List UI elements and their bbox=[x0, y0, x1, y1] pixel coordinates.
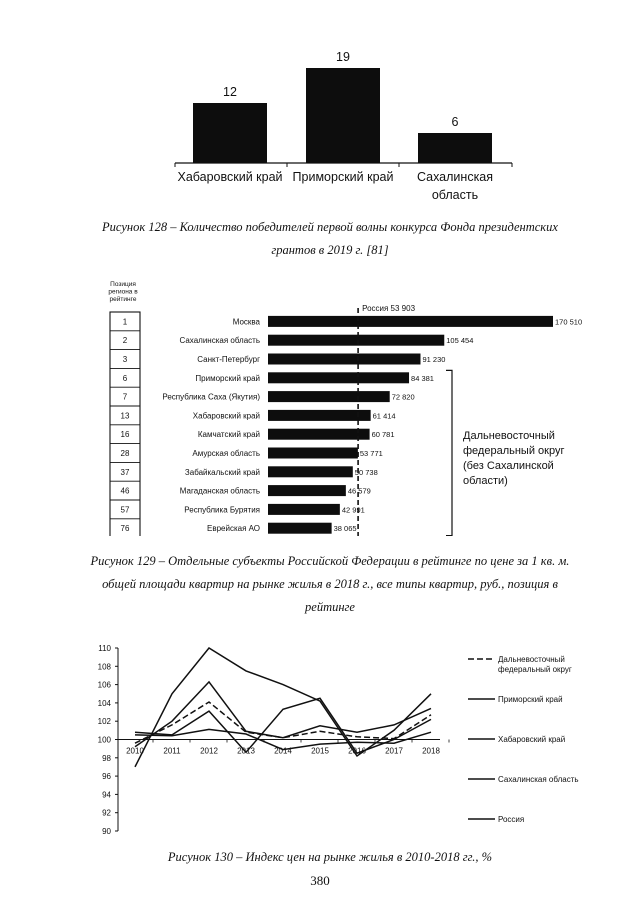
region-label: Магаданская область bbox=[179, 486, 260, 496]
bar-value-label: 46 579 bbox=[347, 486, 371, 496]
bar bbox=[268, 448, 358, 459]
region-label: Приморский край bbox=[195, 373, 260, 383]
y-tick-label: 104 bbox=[97, 698, 111, 708]
bar-value-label: 84 381 bbox=[411, 373, 434, 383]
bar bbox=[268, 335, 444, 346]
y-tick-label: 106 bbox=[97, 680, 111, 690]
legend-label: Россия bbox=[498, 815, 525, 824]
rank-value: 28 bbox=[120, 449, 130, 458]
region-label: Сахалинская область bbox=[179, 336, 260, 346]
legend-label: Сахалинская область bbox=[498, 775, 579, 784]
region-label: Хабаровский край bbox=[192, 411, 260, 421]
rank-header: рейтинге bbox=[109, 296, 137, 303]
x-tick-label: 2015 bbox=[311, 746, 329, 756]
bar-value-label: 12 bbox=[223, 85, 237, 99]
region-label: Камчатский край bbox=[197, 430, 260, 440]
bracket-label: области) bbox=[463, 475, 508, 487]
legend-label: Дальневосточный bbox=[498, 655, 565, 664]
x-tick-label: 2018 bbox=[422, 746, 440, 756]
bar-value-label: 53 771 bbox=[359, 449, 383, 458]
caption-line: Рисунок 128 – Количество победителей первой волны конкурса Фонда президентских bbox=[102, 220, 558, 234]
caption-line: Рисунок 129 – Отдельные субъекты Российской Федерации в рейтинге по цене за 1 кв. м. bbox=[90, 554, 570, 568]
category-label: область bbox=[431, 188, 479, 202]
rank-value: 13 bbox=[120, 411, 130, 421]
y-tick-label: 96 bbox=[102, 772, 111, 782]
bar bbox=[268, 372, 409, 383]
rank-value: 76 bbox=[120, 524, 130, 534]
x-tick-label: 2016 bbox=[348, 746, 366, 756]
region-label: Санкт-Петербург bbox=[197, 355, 260, 364]
region-label: Забайкальский край bbox=[184, 467, 260, 477]
bar-value-label: 50 738 bbox=[354, 467, 378, 477]
chart-price-index bbox=[80, 635, 600, 845]
bar-value-label: 38 065 bbox=[333, 524, 357, 534]
rank-value: 46 bbox=[120, 486, 130, 496]
legend-label: Хабаровский край bbox=[498, 735, 566, 744]
bar-value-label: 6 bbox=[451, 115, 459, 129]
region-label: Республика Бурятия bbox=[184, 505, 260, 515]
bar-value-label: 60 781 bbox=[371, 430, 395, 440]
x-tick-label: 2012 bbox=[200, 746, 218, 756]
region-label: Еврейская АО bbox=[206, 524, 260, 534]
x-tick-label: 2014 bbox=[274, 746, 292, 756]
rank-value: 3 bbox=[122, 355, 128, 364]
x-tick-label: 2011 bbox=[163, 746, 181, 756]
y-tick-label: 102 bbox=[97, 717, 111, 727]
region-label: Москва bbox=[232, 317, 260, 327]
caption-fig130 bbox=[60, 846, 600, 869]
bar bbox=[306, 68, 380, 163]
bar-value-label: 72 820 bbox=[391, 392, 415, 402]
legend-label: Приморский край bbox=[498, 695, 563, 704]
region-label: Республика Саха (Якутия) bbox=[162, 392, 260, 402]
legend-label: федеральный округ bbox=[498, 665, 572, 674]
category-label: Хабаровский край bbox=[177, 170, 283, 184]
bar bbox=[193, 103, 267, 163]
bar bbox=[268, 504, 340, 515]
caption-line: рейтинге bbox=[305, 600, 355, 614]
rank-header: Позиция bbox=[110, 281, 136, 288]
bracket-label: федеральный округ bbox=[463, 445, 565, 457]
y-tick-label: 100 bbox=[97, 735, 111, 745]
y-tick-label: 92 bbox=[102, 808, 111, 818]
rank-value: 7 bbox=[122, 392, 128, 402]
region-bracket bbox=[446, 370, 452, 535]
chart-winners bbox=[150, 50, 520, 225]
x-tick-label: 2013 bbox=[237, 746, 255, 756]
page-number: 380 bbox=[310, 873, 330, 888]
bar bbox=[268, 466, 353, 477]
bar bbox=[268, 316, 553, 327]
y-tick-label: 108 bbox=[97, 662, 111, 672]
bar bbox=[268, 410, 371, 421]
bar-value-label: 61 414 bbox=[372, 411, 396, 421]
rank-table bbox=[110, 312, 140, 536]
y-tick-label: 90 bbox=[102, 827, 111, 836]
bar-value-label: 19 bbox=[336, 50, 350, 64]
rank-value: 37 bbox=[120, 467, 130, 477]
bar-value-label: 91 230 bbox=[422, 355, 446, 364]
bar bbox=[268, 523, 332, 534]
bar bbox=[268, 354, 420, 365]
rank-value: 1 bbox=[122, 317, 128, 327]
y-tick-label: 110 bbox=[98, 644, 111, 653]
bar-value-label: 42 991 bbox=[341, 505, 365, 515]
bar bbox=[268, 429, 370, 440]
rank-value: 16 bbox=[120, 430, 130, 440]
series-line bbox=[135, 682, 431, 747]
bracket-label: (без Сахалинской bbox=[463, 460, 554, 472]
reference-label: Россия 53 903 bbox=[362, 304, 416, 313]
rank-value: 6 bbox=[122, 373, 128, 383]
caption-line: общей площади квартир на рынке жилья в 2018 г., все типы квартир, руб., позиция в bbox=[102, 577, 558, 591]
category-label: Сахалинская bbox=[416, 170, 494, 184]
chart-price-ranking bbox=[100, 278, 610, 536]
y-tick-label: 98 bbox=[102, 753, 111, 763]
rank-header: региона в bbox=[108, 288, 138, 296]
bar bbox=[268, 391, 390, 402]
bar-value-label: 105 454 bbox=[446, 336, 474, 346]
caption-fig128 bbox=[60, 216, 600, 262]
rank-value: 2 bbox=[122, 336, 128, 346]
y-tick-label: 94 bbox=[102, 790, 111, 800]
caption-line: Рисунок 130 – Индекс цен на рынке жилья в 2010-2018 гг., % bbox=[167, 850, 493, 864]
x-tick-label: 2010 bbox=[126, 746, 144, 756]
caption-line: грантов в 2019 г. [81] bbox=[271, 243, 389, 257]
bar bbox=[268, 485, 346, 496]
caption-fig129 bbox=[50, 550, 610, 619]
bracket-label: Дальневосточный bbox=[463, 430, 555, 442]
bar-value-label: 170 510 bbox=[555, 317, 583, 327]
x-tick-label: 2017 bbox=[385, 746, 403, 756]
rank-value: 57 bbox=[120, 505, 130, 515]
bar bbox=[418, 133, 492, 163]
category-label: Приморский край bbox=[292, 170, 394, 184]
region-label: Амурская область bbox=[192, 449, 260, 458]
